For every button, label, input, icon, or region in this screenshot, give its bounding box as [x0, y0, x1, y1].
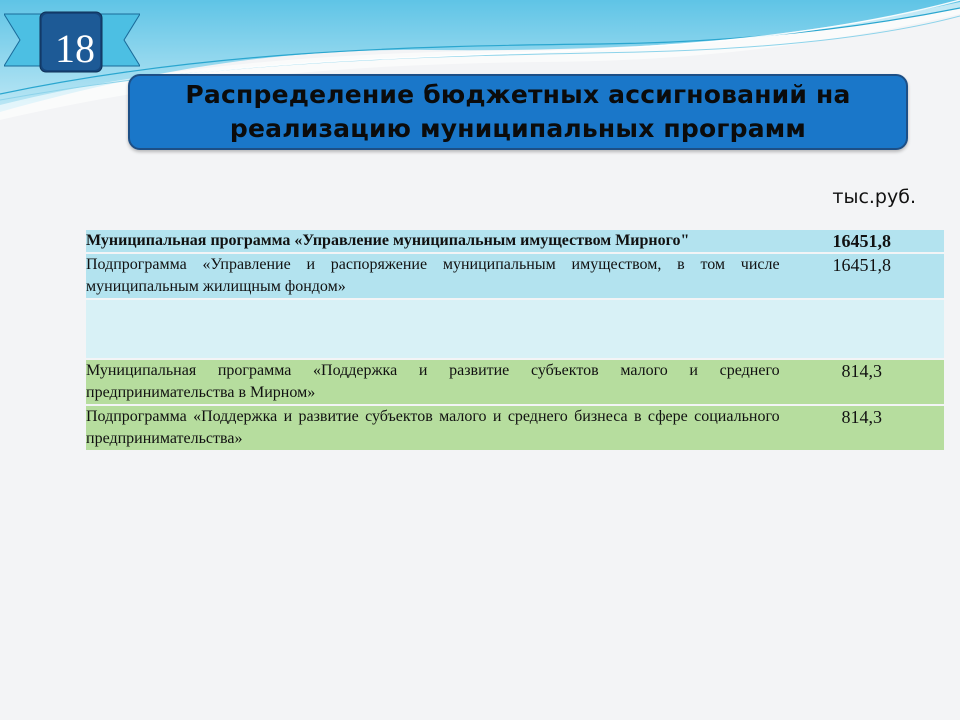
units-label: тыс.руб. [832, 186, 916, 208]
empty-cell [86, 300, 780, 358]
program-name: Муниципальная программа «Поддержка и развитие субъектов малого и среднего предпринимательства в Мирном» [86, 360, 780, 404]
table-row [86, 300, 944, 358]
subprogram-name: Подпрограмма «Управление и распоряжение муниципальным имуществом, в том числе муниципальным жилищным фондом» [86, 254, 780, 298]
subprogram-amount: 16451,8 [780, 254, 944, 298]
subprogram-name: Подпрограмма «Поддержка и развитие субъектов малого и среднего бизнеса в сфере социального предпринимательства» [86, 406, 780, 450]
title-line-2: реализацию муниципальных программ [229, 114, 807, 143]
title-line-1: Распределение бюджетных ассигнований на [185, 80, 851, 109]
table-row [86, 406, 944, 450]
table-row [86, 360, 944, 404]
table-row [86, 230, 944, 252]
program-amount: 16451,8 [780, 230, 944, 252]
table-row [86, 254, 944, 298]
slide-number: 18 [55, 26, 95, 71]
budget-table [86, 228, 944, 452]
slide-title [185, 78, 850, 146]
subprogram-amount: 814,3 [780, 406, 944, 450]
slide-number-badge [4, 10, 140, 74]
empty-cell [780, 300, 944, 358]
title-banner [128, 74, 908, 150]
program-name: Муниципальная программа «Управление муниципальным имуществом Мирного" [86, 230, 780, 252]
program-amount: 814,3 [780, 360, 944, 404]
